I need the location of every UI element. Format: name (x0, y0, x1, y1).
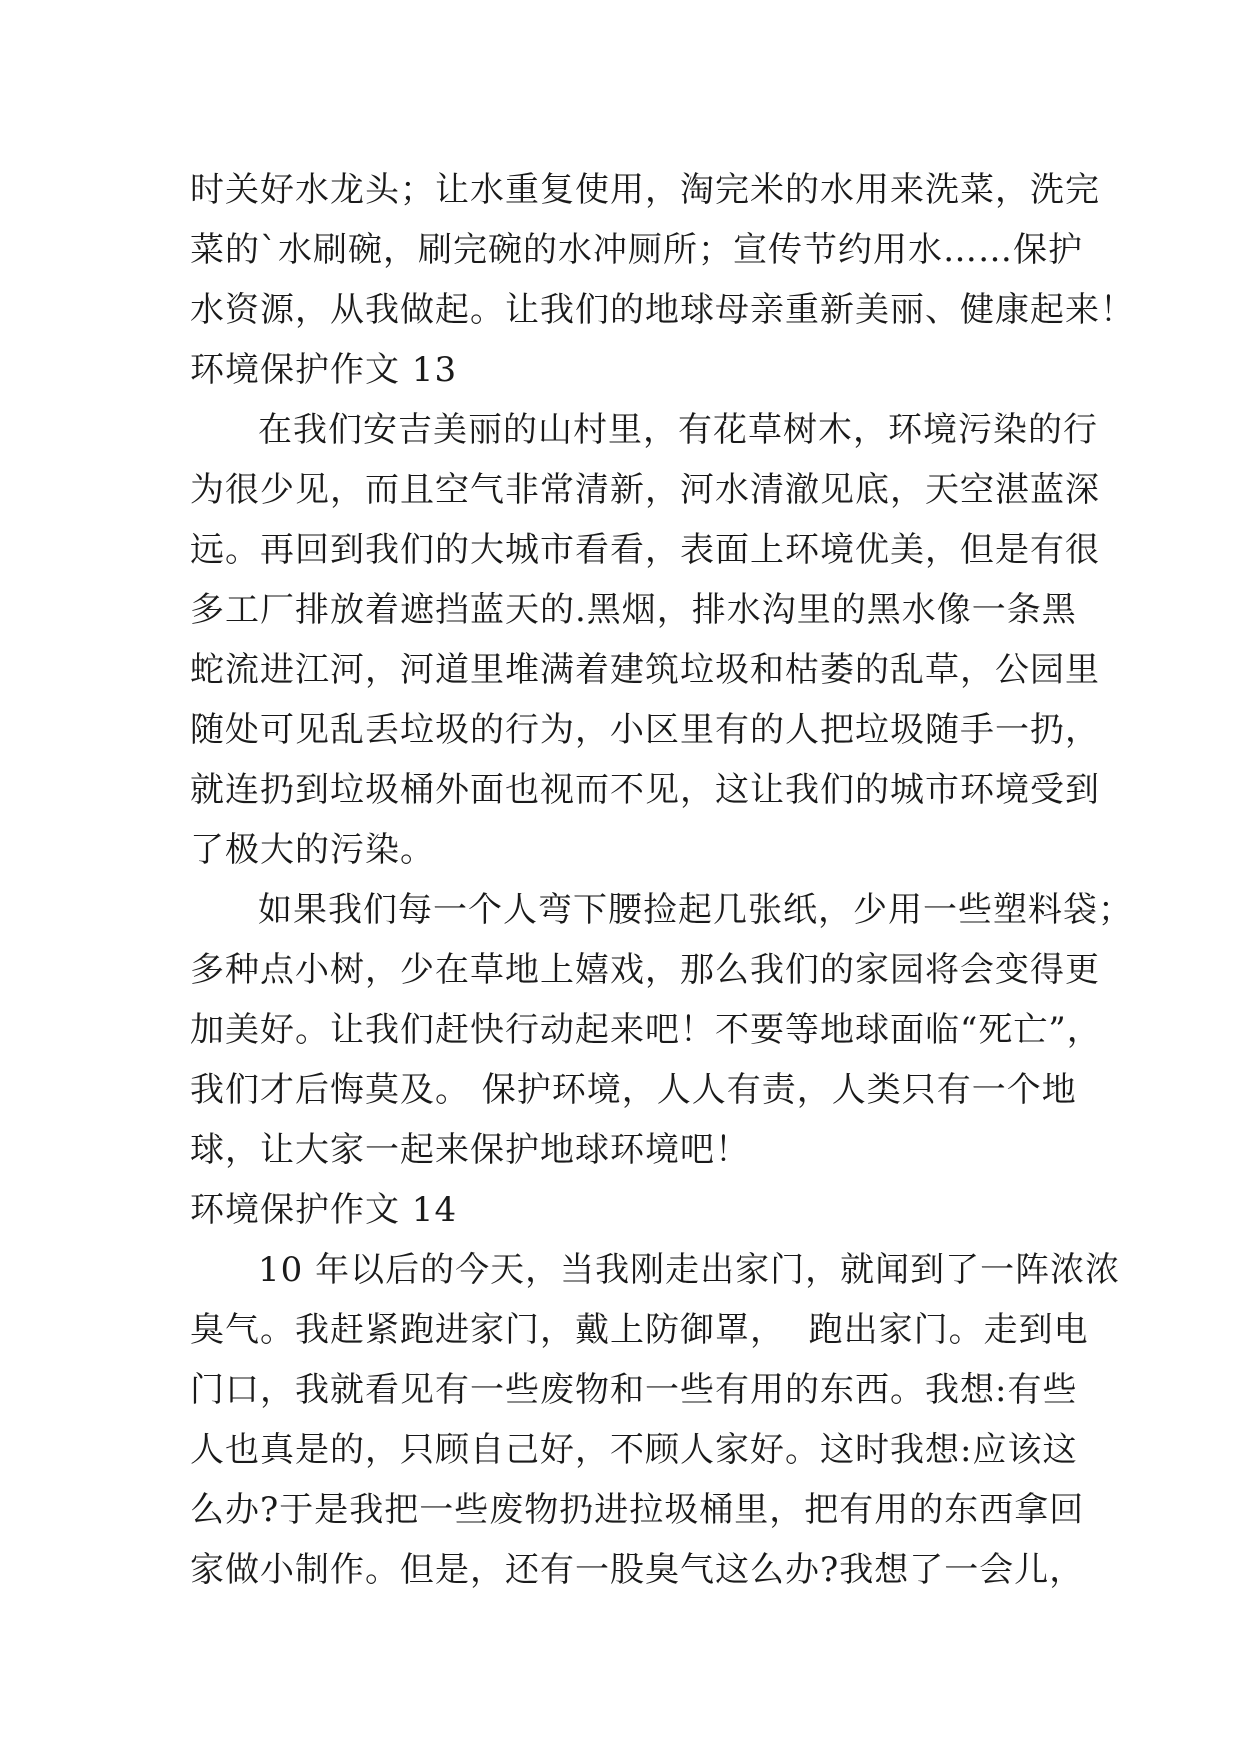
text-line: 么办?于是我把一些废物扔进拉圾桶里，把有用的东西拿回 (190, 1490, 1085, 1530)
text-line: 臭气。我赶紧跑进家门，戴上防御罩， 跑出家门。走到电 (190, 1310, 1089, 1350)
text-line: 蛇流进江河，河道里堆满着建筑垃圾和枯萎的乱草，公园里 (190, 650, 1100, 690)
text-line: 加美好。让我们赶快行动起来吧！不要等地球面临“死亡”， (190, 1010, 1102, 1050)
text-line: 在我们安吉美丽的山村里，有花草树木，环境污染的行 (258, 410, 1098, 450)
paragraph-continued (190, 160, 1135, 340)
text-line: 了极大的污染。 (190, 830, 435, 870)
text-line: 时关好水龙头；让水重复使用，淘完米的水用来洗菜，洗完 (190, 170, 1100, 210)
essay-14-paragraph-1 (190, 1240, 1121, 1600)
text-line: 10 年以后的今天，当我刚走出家门，就闻到了一阵浓浓 (258, 1250, 1121, 1290)
text-line: 多工厂排放着遮挡蓝天的.黑烟，排水沟里的黑水像一条黑 (190, 590, 1077, 630)
text-line: 我们才后悔莫及。 保护环境，人人有责，人类只有一个地 (190, 1070, 1077, 1110)
text-line: 随处可见乱丢垃圾的行为，小区里有的人把垃圾随手一扔， (190, 710, 1100, 750)
text-line: 为很少见，而且空气非常清新，河水清澈见底，天空湛蓝深 (190, 470, 1100, 510)
section-heading-14: 环境保护作文 14 (190, 1190, 458, 1230)
text-line: 菜的`水刷碗，刷完碗的水冲厕所；宣传节约用水……保护 (190, 230, 1083, 270)
text-line: 门口，我就看见有一些废物和一些有用的东西。我想:有些 (190, 1370, 1078, 1410)
text-line: 就连扔到垃圾桶外面也视而不见，这让我们的城市环境受到 (190, 770, 1100, 810)
section-heading-13: 环境保护作文 13 (190, 350, 458, 390)
text-line: 如果我们每一个人弯下腰捡起几张纸，少用一些塑料袋； (258, 890, 1133, 930)
text-line: 家做小制作。但是，还有一股臭气这么办?我想了一会儿， (190, 1550, 1085, 1590)
text-line: 水资源，从我做起。让我们的地球母亲重新美丽、健康起来！ (190, 290, 1135, 330)
essay-13-paragraph-2 (190, 880, 1133, 1180)
document-page (190, 160, 1135, 1600)
text-line: 多种点小树，少在草地上嬉戏，那么我们的家园将会变得更 (190, 950, 1100, 990)
text-line: 人也真是的，只顾自己好，不顾人家好。这时我想:应该这 (190, 1430, 1078, 1470)
essay-13-paragraph-1 (190, 400, 1100, 880)
text-line: 球，让大家一起来保护地球环境吧！ (190, 1130, 750, 1170)
text-line: 远。再回到我们的大城市看看，表面上环境优美，但是有很 (190, 530, 1100, 570)
